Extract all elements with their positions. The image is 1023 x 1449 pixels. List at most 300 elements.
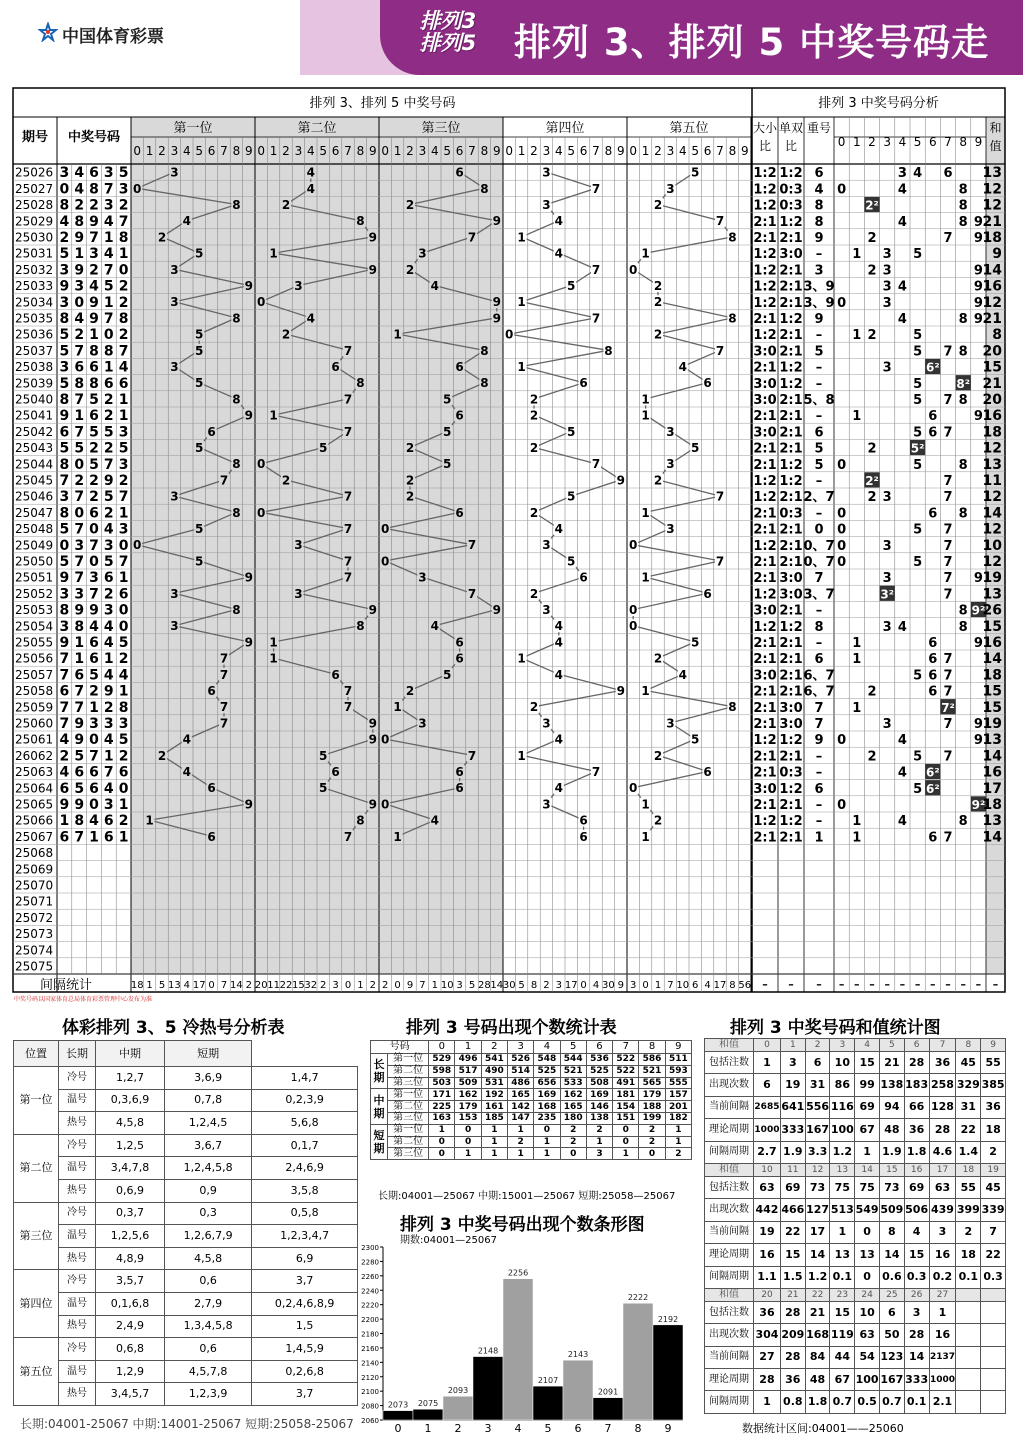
analysis-digit: 4	[897, 814, 907, 830]
trend-marker: 2	[405, 684, 415, 698]
sum-cell: 15	[904, 1244, 929, 1266]
issue-label: 25040	[15, 392, 54, 407]
winning-digit: 2	[89, 489, 99, 506]
count-cell: 163	[429, 1112, 455, 1124]
count-cell: 1	[508, 1148, 534, 1160]
sum-cell: 间隔周期	[705, 1266, 754, 1288]
bar-value-label: 2222	[627, 1293, 649, 1303]
sum-cell: 36	[929, 1052, 956, 1074]
y-tick-label: 2220	[361, 1301, 379, 1310]
count-cell: 496	[455, 1054, 481, 1066]
coldhot-cell: 热号	[59, 1383, 96, 1406]
sum-value: 12	[982, 294, 1002, 311]
analysis-digit: 4	[897, 214, 907, 230]
analysis-value: 3:0	[753, 393, 777, 408]
trend-marker: 8	[728, 700, 737, 715]
sum-cell: 15	[855, 1052, 880, 1074]
winning-digit: 0	[118, 262, 129, 279]
analysis-digit: 3	[882, 490, 892, 506]
analysis-value: 0、7	[803, 555, 835, 570]
sum-cell: 66	[904, 1096, 929, 1118]
winning-digit: 2	[89, 473, 99, 489]
winning-digit: 5	[74, 780, 85, 797]
winning-digit: 9	[74, 732, 85, 749]
analysis-value: 1:2	[779, 312, 803, 327]
trend-marker: 3	[666, 716, 675, 731]
winning-digit: 3	[118, 424, 129, 441]
sum-cell: 1.9	[879, 1141, 904, 1163]
trend-marker: 8	[232, 392, 241, 407]
trend-marker: 5	[567, 279, 576, 293]
count-head: 9	[665, 1041, 691, 1054]
count-cell: 514	[508, 1065, 534, 1077]
winning-digit: 6	[59, 424, 70, 441]
trend-marker: 9	[368, 797, 377, 812]
sum-cell: 理论周期	[705, 1244, 754, 1266]
col-issue-label: 期号	[21, 130, 49, 145]
sum-value: 14	[982, 651, 1002, 668]
winning-digit: 3	[59, 165, 70, 182]
winning-digit: 9	[59, 570, 70, 587]
winning-digit: 0	[74, 456, 85, 473]
winning-digit: 4	[103, 732, 114, 749]
count-cell: 1	[429, 1124, 455, 1136]
issue-label: 25054	[15, 619, 54, 634]
analysis-digit: 8	[958, 619, 968, 635]
winning-digit: 1	[89, 829, 99, 846]
winning-digit: 2	[118, 473, 129, 489]
analysis-digit: 6	[928, 409, 938, 425]
y-tick-label: 2160	[361, 1344, 379, 1353]
winning-digit: 1	[103, 651, 114, 668]
count-cell: 第二位	[388, 1136, 429, 1148]
sum-cell: 4.6	[929, 1141, 956, 1163]
interval-value: 7	[220, 980, 228, 991]
interval-value: 56	[738, 980, 752, 991]
sum-value: 14	[982, 829, 1002, 846]
analysis-digit: 1	[852, 409, 862, 425]
coldhot-cell: 0,3	[164, 1202, 251, 1225]
sum-cell: 0.6	[879, 1266, 904, 1288]
winning-digit: 4	[89, 813, 99, 830]
winning-digit: 8	[89, 343, 99, 360]
sum-cell: 28	[929, 1119, 956, 1141]
winning-digit: 6	[59, 683, 70, 700]
count-cell: 522	[613, 1054, 639, 1066]
winning-digit: 7	[59, 651, 70, 668]
analysis-digit: 8	[958, 506, 968, 522]
trend-marker: 7	[343, 343, 353, 358]
sum-cell	[981, 1346, 1006, 1368]
bar-value-label: 2075	[417, 1399, 439, 1409]
trend-marker: 7	[467, 748, 477, 763]
sum-cell: 8	[879, 1221, 904, 1243]
issue-label: 25073	[15, 927, 54, 942]
analysis-digit: 0	[837, 182, 847, 198]
trend-marker: 4	[554, 781, 563, 796]
sum-head: 27	[929, 1288, 956, 1301]
sum-value: 16	[982, 764, 1002, 781]
trend-marker: 4	[306, 311, 315, 326]
coldhot-cell: 3,5,8	[252, 1179, 358, 1202]
coldhot-position: 第五位	[14, 1338, 59, 1406]
analysis-value: 2:1	[753, 441, 777, 457]
trend-marker: 2	[529, 586, 539, 601]
digit-header: 4	[678, 144, 687, 158]
trend-marker: 5	[319, 441, 328, 455]
sum-cell: 48	[805, 1369, 830, 1391]
analysis-digit: 8	[958, 603, 968, 619]
count-cell: 508	[586, 1077, 612, 1089]
analysis-value: 2:1	[779, 328, 803, 344]
sum-cell: 513	[830, 1199, 855, 1221]
sum-head: 8	[956, 1039, 981, 1052]
sum-head: 2	[805, 1039, 830, 1052]
sum-cell: 119	[830, 1324, 855, 1346]
coldhot-cell: 0,7,8	[164, 1089, 251, 1112]
count-cell: 2	[560, 1136, 586, 1148]
winning-digit: 2	[103, 408, 114, 425]
coldhot-cell: 4,5,7,8	[164, 1360, 251, 1383]
count-head: 0	[429, 1041, 455, 1054]
trend-marker: 7	[715, 214, 725, 229]
trend-marker: 3	[170, 165, 179, 180]
sum-head: 和值	[705, 1039, 754, 1052]
interval-value: 2	[543, 980, 550, 991]
winning-digit: 7	[74, 424, 85, 441]
issue-label: 25066	[15, 813, 54, 828]
sum-cell: 67	[830, 1369, 855, 1391]
sum-cell: 2.7	[754, 1141, 781, 1163]
sum-head: 26	[904, 1288, 929, 1301]
count-cell: 598	[429, 1065, 455, 1077]
sum-cell: 36	[780, 1369, 805, 1391]
analysis-digit: 4	[897, 733, 907, 749]
col-number-label: 中奖号码	[67, 130, 121, 145]
count-cell: 0	[560, 1148, 586, 1160]
interval-dash: –	[869, 978, 875, 991]
count-cell: 1	[665, 1124, 691, 1136]
trend-marker: 3	[170, 295, 179, 310]
sum-value: 9	[992, 246, 1002, 263]
coldhot-head: 长期	[59, 1041, 96, 1067]
sum-cell: 63	[754, 1176, 781, 1198]
analysis-digit: 4	[897, 182, 907, 198]
bar-value-label: 2148	[477, 1346, 499, 1356]
coldhot-cell: 温号	[59, 1292, 96, 1315]
sum-cell: 2.1	[929, 1391, 956, 1413]
sum-cell: 0.5	[855, 1391, 880, 1413]
sum-cell: 13	[855, 1244, 880, 1266]
analysis-value: 1:2	[779, 814, 803, 830]
analysis-value: 2:1	[753, 312, 777, 327]
winning-digit: 9	[89, 213, 99, 230]
coldhot-cell: 冷号	[59, 1202, 96, 1225]
x-tick-label: 9	[664, 1422, 672, 1435]
sum-cell	[956, 1346, 981, 1368]
analysis-digit: 1	[852, 652, 862, 668]
count-cell: 0	[613, 1136, 639, 1148]
analysis-digit: 0	[837, 506, 847, 522]
count-cell: 146	[586, 1101, 612, 1113]
trend-marker: 3	[666, 181, 675, 196]
issue-label: 25044	[15, 457, 54, 472]
issue-label: 25035	[15, 311, 54, 326]
trend-marker: 6	[703, 765, 712, 779]
trend-marker: 9	[616, 684, 625, 698]
page-title: 排列 3、排列 5 中奖号码走势图	[514, 21, 990, 118]
sum-cell: 13	[830, 1244, 855, 1266]
winning-digit: 6	[89, 165, 99, 182]
interval-value: 1	[146, 980, 153, 991]
trend-marker: 2	[653, 651, 663, 666]
sum-cell	[956, 1301, 981, 1323]
coldhot-cell: 0,9	[164, 1179, 251, 1202]
winning-digit: 5	[103, 278, 114, 295]
sum-value: 14	[982, 505, 1002, 522]
winning-digit: 7	[74, 521, 85, 538]
winning-digit: 0	[118, 618, 129, 635]
issue-label: 25050	[15, 554, 54, 569]
digit-header: 8	[232, 144, 241, 158]
analysis-value: 2:1	[753, 214, 777, 230]
winning-digit: 0	[89, 732, 99, 749]
analysis-digit: 7	[943, 652, 953, 668]
analysis-digit: 1	[852, 328, 862, 344]
winning-digit: 2	[59, 748, 70, 765]
count-cell: 1	[481, 1148, 507, 1160]
winning-digit: 3	[103, 797, 114, 813]
issue-label: 25031	[15, 246, 54, 261]
trend-marker: 6	[455, 651, 464, 666]
sum-cell: 0.8	[780, 1391, 805, 1413]
analysis-value: –	[815, 798, 823, 813]
analysis-digit: 9	[973, 571, 983, 587]
winning-digit: 9	[89, 294, 99, 311]
count-cell: 161	[481, 1101, 507, 1113]
trend-marker: 4	[430, 619, 439, 634]
trend-marker: 3	[418, 246, 427, 261]
winning-digit: 4	[89, 278, 99, 295]
sum-cell: 100	[855, 1369, 880, 1391]
count-cell: 157	[665, 1089, 691, 1101]
winning-digit: 5	[74, 748, 85, 765]
count-cell: 0	[429, 1136, 455, 1148]
winning-digit: 4	[59, 764, 70, 781]
sum-head: 23	[830, 1288, 855, 1301]
sum-cell: 3	[780, 1052, 805, 1074]
sum-head: 和值	[705, 1163, 754, 1176]
issue-label: 25053	[15, 603, 54, 618]
sum-cell: 69	[780, 1176, 805, 1198]
sum-cell: 1.8	[805, 1391, 830, 1413]
y-tick-label: 2140	[361, 1359, 379, 1368]
trend-marker: 5	[195, 327, 204, 342]
winning-digit: 2	[118, 748, 129, 765]
trend-marker: 8	[604, 343, 613, 358]
count-cell: 526	[508, 1054, 534, 1066]
winning-digit: 7	[118, 489, 129, 506]
trend-marker: 7	[715, 343, 725, 358]
sum-value: 21	[982, 213, 1002, 230]
analysis-value: –	[815, 506, 823, 522]
sum-cell: 16	[929, 1324, 956, 1346]
bar-value-label: 2093	[447, 1386, 469, 1396]
interval-value: 5	[518, 980, 525, 991]
trend-marker: 2	[529, 392, 539, 407]
interval-value: 0	[394, 980, 401, 991]
digit-header: 8	[356, 144, 365, 158]
digit-header: 6	[207, 144, 216, 158]
analysis-digit: 2	[867, 749, 877, 765]
analysis-value: 9	[814, 312, 824, 327]
trend-marker: 1	[641, 684, 650, 698]
y-tick-label: 2240	[361, 1287, 379, 1296]
analysis-digit: 1	[852, 636, 862, 651]
sum-cell	[981, 1324, 1006, 1346]
sum-cell	[956, 1324, 981, 1346]
y-tick-label: 2100	[361, 1388, 379, 1397]
count-cell: 2	[639, 1124, 665, 1136]
analysis-value: 8	[814, 214, 824, 230]
analysis-digit: 1	[852, 247, 862, 263]
sum-cell: 0.7	[830, 1391, 855, 1413]
trend-marker: 0	[629, 619, 638, 634]
digit-header: 5	[319, 144, 328, 158]
count-cell: 153	[455, 1112, 481, 1124]
interval-value: 18	[130, 980, 144, 991]
issue-label: 25060	[15, 716, 54, 731]
sum-cell: 123	[879, 1346, 904, 1368]
count-cell: 162	[455, 1089, 481, 1101]
bar	[623, 1303, 653, 1420]
analysis-value: 1	[814, 830, 824, 846]
coldhot-cell: 1,2,6,7,9	[164, 1225, 251, 1248]
digit-header: 4	[306, 144, 315, 158]
analysis-digit: 7²	[941, 700, 955, 715]
analysis-value: 1:2	[753, 182, 777, 198]
trend-marker: 9	[244, 279, 253, 293]
trend-marker: 2	[529, 700, 539, 715]
issue-label: 25065	[15, 797, 54, 812]
bar-chart-subtitle: 期数:04001—25067	[400, 1235, 497, 1246]
sum-cell: 0	[855, 1266, 880, 1288]
winning-digit: 3	[74, 278, 85, 295]
analysis-value: 2:1	[779, 798, 803, 813]
winning-digit: 1	[103, 748, 114, 765]
analysis-value: 1:2	[779, 457, 803, 473]
count-cell: 第一位	[388, 1089, 429, 1101]
analysis-digit: 5	[913, 376, 923, 392]
coldhot-head: 中期	[96, 1041, 165, 1067]
logo-text: 中国体育彩票	[62, 27, 164, 47]
trend-marker: 7	[591, 311, 601, 326]
analysis-digit: 0	[837, 555, 847, 570]
winning-digit: 7	[103, 456, 114, 473]
trend-marker: 7	[715, 489, 725, 504]
interval-value: 15	[292, 980, 305, 991]
interval-dash: –	[899, 978, 906, 991]
analysis-digit: 3	[897, 166, 907, 182]
coldhot-cell: 1,3,4,5,8	[164, 1315, 251, 1338]
sum-cell: 1.5	[780, 1266, 805, 1288]
sum-cell: 出现次数	[705, 1074, 754, 1096]
issue-label: 25075	[15, 959, 54, 974]
coldhot-position: 第四位	[14, 1270, 59, 1338]
analysis-value: 6	[814, 652, 824, 668]
trend-marker: 3	[294, 586, 303, 601]
digit-header: 3	[666, 144, 675, 158]
interval-dash: –	[762, 978, 768, 991]
count-cell: 1	[534, 1136, 560, 1148]
sum-cell	[956, 1391, 981, 1413]
issue-label: 25047	[15, 505, 54, 520]
sum-cell: 18	[956, 1244, 981, 1266]
sum-cell: 28	[780, 1346, 805, 1368]
digit-header: 9	[368, 144, 377, 158]
trend-marker: 9	[244, 635, 253, 650]
winning-digit: 7	[89, 230, 99, 246]
winning-digit: 0	[103, 327, 114, 344]
winning-digit: 8	[74, 813, 85, 830]
winning-digit: 4	[103, 780, 114, 797]
winning-digit: 3	[74, 586, 85, 603]
trend-marker: 0	[381, 554, 390, 569]
winning-digit: 2	[103, 392, 114, 408]
trend-marker: 2	[281, 473, 291, 488]
issue-label: 25038	[15, 360, 54, 375]
sum-cell: 69	[904, 1176, 929, 1198]
winning-digit: 2	[89, 262, 99, 279]
trend-marker: 1	[393, 700, 402, 715]
winning-digit: 1	[118, 683, 129, 700]
winning-digit: 5	[118, 732, 129, 749]
analysis-digit: 5	[913, 393, 923, 408]
interval-dash: –	[854, 978, 860, 991]
winning-digit: 7	[118, 343, 129, 360]
analysis-value: 2、7	[803, 490, 835, 506]
sum-footer: 数据统计区间:04001——25060	[742, 1422, 904, 1435]
count-cell: 522	[613, 1065, 639, 1077]
count-cell: 1	[613, 1148, 639, 1160]
sum-cell: 出现次数	[705, 1199, 754, 1221]
trend-marker: 9	[244, 797, 253, 812]
analysis-value: 7	[814, 571, 824, 587]
count-cell: 0	[534, 1124, 560, 1136]
trend-marker: 1	[393, 829, 402, 844]
sum-cell: 100	[830, 1119, 855, 1141]
trend-marker: 4	[678, 667, 687, 682]
coldhot-position: 第二位	[14, 1134, 59, 1202]
sum-cell: 0.2	[929, 1266, 956, 1288]
trend-marker: 5	[195, 343, 204, 358]
analysis-value: 1:2	[753, 295, 777, 311]
sum-head: 13	[830, 1163, 855, 1176]
trend-marker: 8	[728, 311, 737, 326]
trend-marker: 8	[356, 619, 365, 634]
count-cell: 656	[534, 1077, 560, 1089]
analysis-digit: 0	[837, 798, 847, 813]
trend-marker: 2	[405, 473, 415, 488]
bar	[593, 1398, 623, 1420]
sum-cell: 45	[956, 1052, 981, 1074]
coldhot-cell: 热号	[59, 1179, 96, 1202]
sum-cell: 63	[929, 1176, 956, 1198]
analysis-digit: 6	[928, 668, 938, 684]
analysis-digit: 6	[928, 506, 938, 522]
analysis-digit: 8	[958, 344, 968, 360]
x-tick-label: 5	[544, 1422, 552, 1435]
